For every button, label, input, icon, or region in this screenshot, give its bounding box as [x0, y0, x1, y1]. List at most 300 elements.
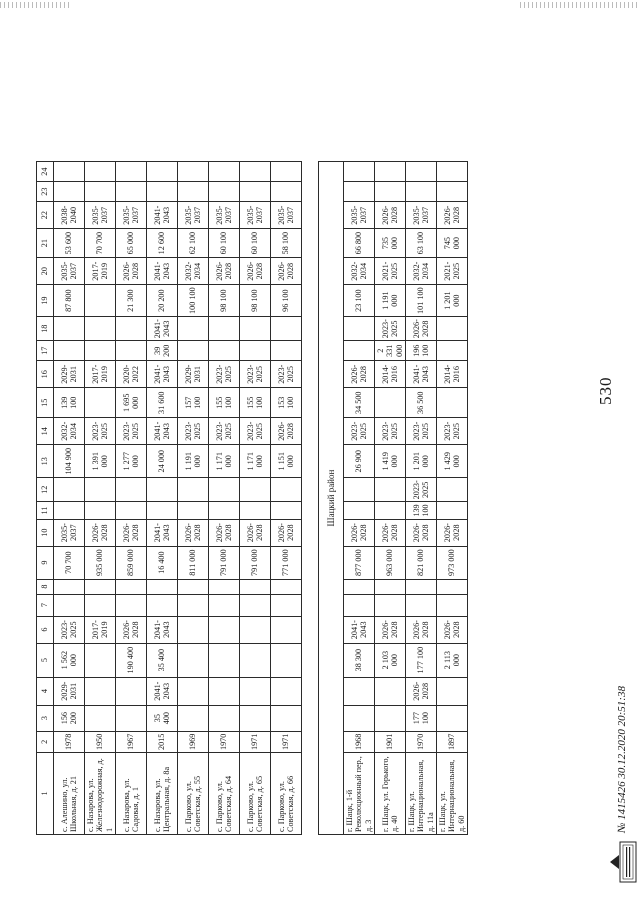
address-cell: с. Парково, ул. Советская, д. 55	[178, 753, 209, 835]
column-header: 7	[37, 594, 54, 616]
table-cell: 2014-2016	[375, 361, 406, 388]
table-row	[178, 162, 209, 835]
table-cell	[437, 677, 468, 705]
table-cell: 2026-2028	[437, 519, 468, 546]
table-cell: 2032-2034	[344, 258, 375, 285]
table-cell	[147, 502, 178, 519]
table-cell	[178, 182, 209, 202]
table-cell: 791 000	[240, 546, 271, 579]
table-cell	[209, 478, 240, 502]
table-cell	[209, 594, 240, 616]
table-cell	[116, 341, 147, 361]
table-cell	[116, 502, 147, 519]
table-cell: 38 300	[344, 643, 375, 677]
table-cell: 745 000	[437, 229, 468, 258]
table-cell: 2 103 000	[375, 643, 406, 677]
table-cell: 26 900	[344, 445, 375, 478]
column-header: 12	[37, 478, 54, 502]
table-cell	[147, 182, 178, 202]
address-cell: г. Шацк, 1-й Революционный пер., д. 3	[344, 753, 375, 835]
address-cell: с. Назарова, ул. Железнодорожная, д. 1	[85, 753, 116, 835]
table-cell: 2023-2025	[375, 317, 406, 341]
address-cell: с. Назарова, ул. Садовая, д. 1	[116, 753, 147, 835]
table-cell: 2026-2028	[406, 317, 437, 341]
table-cell	[375, 594, 406, 616]
table-cell: 2035-2037	[116, 202, 147, 229]
table-cell	[344, 705, 375, 731]
table-cell: 2023-2025	[240, 418, 271, 445]
table-cell	[375, 182, 406, 202]
table-cell: 1970	[209, 731, 240, 752]
column-header: 15	[37, 388, 54, 418]
table-cell	[54, 182, 85, 202]
address-cell: г. Шацк, ул. Горького, д. 40	[375, 753, 406, 835]
table-cell: 2026-2028	[406, 519, 437, 546]
table-cell: 821 000	[406, 546, 437, 579]
table-cell	[209, 162, 240, 182]
table-cell: 1 201 000	[437, 285, 468, 317]
address-cell: с. Парково, ул. Советская, д. 64	[209, 753, 240, 835]
column-header: 21	[37, 229, 54, 258]
table-cell: 2026-2028	[406, 616, 437, 643]
table-cell: 98 100	[209, 285, 240, 317]
table-cell: 2023-2025	[240, 361, 271, 388]
table-row	[240, 162, 271, 835]
table-cell: 2035-2037	[54, 258, 85, 285]
table-cell	[344, 182, 375, 202]
table-cell: 16 400	[147, 546, 178, 579]
header-row	[37, 162, 54, 835]
table-cell: 2035-2037	[209, 202, 240, 229]
table-cell	[85, 285, 116, 317]
table-cell	[54, 317, 85, 341]
table-cell: 39 200	[147, 341, 178, 361]
table-cell: 2017-2019	[85, 361, 116, 388]
table-cell	[54, 594, 85, 616]
table-cell: 2038-2040	[54, 202, 85, 229]
table-cell	[240, 182, 271, 202]
table-cell	[437, 705, 468, 731]
table-cell: 2026-2028	[271, 258, 302, 285]
table-cell	[85, 162, 116, 182]
table-cell: 53 600	[54, 229, 85, 258]
table-cell: 98 100	[240, 285, 271, 317]
repair-schedule-table	[36, 161, 468, 835]
table-cell	[209, 643, 240, 677]
table-cell: 35 400	[147, 705, 178, 731]
table-cell: 60 100	[209, 229, 240, 258]
table-cell	[240, 317, 271, 341]
table-cell	[271, 616, 302, 643]
table-cell: 2032-2034	[54, 418, 85, 445]
column-header: 5	[37, 643, 54, 677]
table-cell: 65 000	[116, 229, 147, 258]
table-cell	[406, 594, 437, 616]
address-cell: с. Назарова, ул. Центральная, д. 8а	[147, 753, 178, 835]
table-cell: 2026-2028	[240, 258, 271, 285]
table-cell: 2026-2028	[375, 202, 406, 229]
section-title: Шацкий район	[319, 162, 344, 835]
column-header: 16	[37, 361, 54, 388]
table-cell: 2023-2025	[209, 361, 240, 388]
table-cell: 1 201 000	[406, 445, 437, 478]
table-cell	[240, 677, 271, 705]
table-cell: 36 500	[406, 388, 437, 418]
table-cell: 2021-2025	[437, 258, 468, 285]
table-cell	[178, 616, 209, 643]
table-cell	[178, 317, 209, 341]
table-cell: 155 100	[209, 388, 240, 418]
table-cell: 2026-2028	[116, 258, 147, 285]
table-cell: 24 000	[147, 445, 178, 478]
table-cell	[271, 502, 302, 519]
table-cell: 63 100	[406, 229, 437, 258]
table-cell	[116, 478, 147, 502]
table-cell: 177 100	[406, 705, 437, 731]
table-cell	[85, 579, 116, 594]
table-cell: 735 000	[375, 229, 406, 258]
table-cell	[147, 162, 178, 182]
table-cell: 2041-2043	[147, 317, 178, 341]
table-cell: 1968	[344, 731, 375, 752]
table-cell: 2041-2043	[147, 616, 178, 643]
table-cell	[178, 579, 209, 594]
footer	[606, 327, 640, 887]
table-cell: 100 100	[178, 285, 209, 317]
table-cell: 96 100	[271, 285, 302, 317]
table-cell: 2026-2028	[437, 616, 468, 643]
table-cell: 58 100	[271, 229, 302, 258]
table-cell	[271, 341, 302, 361]
table-cell	[209, 677, 240, 705]
table-cell: 31 600	[147, 388, 178, 418]
column-header: 13	[37, 445, 54, 478]
table-cell: 2026-2028	[209, 519, 240, 546]
column-header: 1	[37, 753, 54, 835]
table-cell	[437, 388, 468, 418]
table-cell	[240, 478, 271, 502]
column-header: 2	[37, 731, 54, 752]
e-signature-stamp-icon	[608, 841, 638, 883]
column-header: 23	[37, 182, 54, 202]
table-cell	[209, 182, 240, 202]
table-cell	[240, 616, 271, 643]
table-cell: 877 000	[344, 546, 375, 579]
table-cell: 2026-2028	[375, 616, 406, 643]
table-cell	[147, 478, 178, 502]
table-cell: 177 100	[406, 643, 437, 677]
table-cell	[240, 162, 271, 182]
table-cell: 2026-2028	[271, 519, 302, 546]
table-cell: 1897	[437, 731, 468, 752]
table-cell: 811 000	[178, 546, 209, 579]
table-cell: 104 900	[54, 445, 85, 478]
table-cell: 1 171 000	[209, 445, 240, 478]
table-cell: 1967	[116, 731, 147, 752]
table-cell	[406, 579, 437, 594]
table-cell	[209, 341, 240, 361]
table-cell: 2023-2025	[406, 478, 437, 502]
column-header: 9	[37, 546, 54, 579]
table-cell: 190 400	[116, 643, 147, 677]
table-cell	[85, 643, 116, 677]
table-cell: 1971	[271, 731, 302, 752]
table-cell: 62 100	[178, 229, 209, 258]
table-cell	[209, 502, 240, 519]
table-cell	[344, 341, 375, 361]
table-cell: 196 100	[406, 341, 437, 361]
table-cell	[85, 341, 116, 361]
table-cell: 1971	[240, 731, 271, 752]
table-cell: 771 000	[271, 546, 302, 579]
table-cell: 66 800	[344, 229, 375, 258]
table-cell: 2017-2019	[85, 258, 116, 285]
table-cell: 23 100	[344, 285, 375, 317]
table-cell	[178, 677, 209, 705]
table-cell: 963 000	[375, 546, 406, 579]
column-header: 19	[37, 285, 54, 317]
table-row	[271, 162, 302, 835]
column-header: 20	[37, 258, 54, 285]
table-cell: 2035-2037	[406, 202, 437, 229]
table-cell: 1 191 000	[375, 285, 406, 317]
table-cell	[240, 643, 271, 677]
column-header: 18	[37, 317, 54, 341]
table-cell: 2035-2037	[178, 202, 209, 229]
table-cell	[54, 478, 85, 502]
table-cell	[116, 317, 147, 341]
table-cell: 156 200	[54, 705, 85, 731]
table-cell	[54, 502, 85, 519]
table-cell: 87 800	[54, 285, 85, 317]
table-cell	[406, 182, 437, 202]
table-cell: 60 100	[240, 229, 271, 258]
table-cell: 2023-2025	[85, 418, 116, 445]
table-cell: 2029-2031	[54, 677, 85, 705]
column-header: 10	[37, 519, 54, 546]
table-cell	[437, 182, 468, 202]
table-cell: 2026-2028	[271, 418, 302, 445]
column-header: 4	[37, 677, 54, 705]
table-cell	[209, 616, 240, 643]
column-header: 24	[37, 162, 54, 182]
column-header: 14	[37, 418, 54, 445]
table-cell: 2023-2025	[271, 361, 302, 388]
table-cell: 2035-2037	[271, 202, 302, 229]
address-cell: с. Парково, ул. Советская, д. 66	[271, 753, 302, 835]
table-row	[437, 162, 468, 835]
table-cell: 2041-2043	[147, 202, 178, 229]
table-cell	[178, 643, 209, 677]
column-header: 8	[37, 579, 54, 594]
table-cell: 2041-2043	[147, 361, 178, 388]
table-cell	[271, 478, 302, 502]
table-cell	[178, 594, 209, 616]
table-cell: 2026-2028	[178, 519, 209, 546]
table-cell	[116, 705, 147, 731]
table-cell: 1 695 000	[116, 388, 147, 418]
table-cell: 155 100	[240, 388, 271, 418]
table-cell	[209, 317, 240, 341]
table-cell: 791 000	[209, 546, 240, 579]
spacer	[302, 162, 319, 835]
column-header: 17	[37, 341, 54, 361]
table-cell	[178, 162, 209, 182]
table-cell	[147, 594, 178, 616]
table-cell	[375, 162, 406, 182]
table-cell	[240, 502, 271, 519]
table-cell: 2 331 000	[375, 341, 406, 361]
table-cell	[375, 677, 406, 705]
table-cell: 70 700	[54, 546, 85, 579]
table-cell	[344, 317, 375, 341]
table-cell: 21 300	[116, 285, 147, 317]
table-cell	[375, 579, 406, 594]
table-cell: 2035-2037	[85, 202, 116, 229]
table-cell	[437, 579, 468, 594]
table-cell: 101 100	[406, 285, 437, 317]
table-cell	[54, 579, 85, 594]
table-cell: 859 000	[116, 546, 147, 579]
table-cell	[271, 705, 302, 731]
table-cell	[54, 341, 85, 361]
table-cell	[240, 579, 271, 594]
table-cell: 2026-2028	[85, 519, 116, 546]
table-cell	[116, 579, 147, 594]
table-cell	[85, 502, 116, 519]
table-cell	[178, 705, 209, 731]
table-cell: 34 500	[344, 388, 375, 418]
address-cell: с. Парково, ул. Советская, д. 65	[240, 753, 271, 835]
column-header: 6	[37, 616, 54, 643]
table-cell	[178, 502, 209, 519]
table-cell: 935 000	[85, 546, 116, 579]
table-cell: 2026-2028	[116, 616, 147, 643]
table-cell: 2029-2031	[54, 361, 85, 388]
table-cell	[344, 162, 375, 182]
table-cell	[116, 182, 147, 202]
table-cell: 2032-2034	[178, 258, 209, 285]
table-cell	[85, 677, 116, 705]
table-cell	[406, 162, 437, 182]
table-cell: 2023-2025	[375, 418, 406, 445]
table-cell: 1950	[85, 731, 116, 752]
table-cell: 1970	[406, 731, 437, 752]
table-cell: 2041-2043	[344, 616, 375, 643]
address-cell: с. Алешино, ул. Школьная, д. 21	[54, 753, 85, 835]
table-cell: 2026-2028	[406, 677, 437, 705]
table-cell	[85, 388, 116, 418]
table-cell: 1978	[54, 731, 85, 752]
table-cell: 1 391 000	[85, 445, 116, 478]
table-cell: 35 400	[147, 643, 178, 677]
column-header: 22	[37, 202, 54, 229]
table-cell: 20 200	[147, 285, 178, 317]
address-cell: г. Шацк, ул. Интернациональная, д. 11а	[406, 753, 437, 835]
table-cell	[271, 162, 302, 182]
table-cell: 1 562 000	[54, 643, 85, 677]
table-cell	[178, 341, 209, 361]
table-cell: 2041-2043	[147, 418, 178, 445]
table-cell: 1 277 000	[116, 445, 147, 478]
table-cell	[209, 705, 240, 731]
table-cell: 1 429 000	[437, 445, 468, 478]
table-cell: 2017-2019	[85, 616, 116, 643]
table-cell: 1 171 000	[240, 445, 271, 478]
table-cell	[375, 388, 406, 418]
table-cell: 2023-2025	[437, 418, 468, 445]
column-header: 11	[37, 502, 54, 519]
table-cell	[437, 594, 468, 616]
table-cell	[147, 579, 178, 594]
table-cell: 70 700	[85, 229, 116, 258]
table-cell	[437, 478, 468, 502]
table-cell	[240, 705, 271, 731]
table-cell: 2 113 000	[437, 643, 468, 677]
table-cell	[271, 317, 302, 341]
table-cell: 2026-2028	[375, 519, 406, 546]
table-cell: 2021-2025	[375, 258, 406, 285]
table-cell: 139 100	[406, 502, 437, 519]
table-cell: 2026-2028	[344, 361, 375, 388]
table-cell	[85, 478, 116, 502]
table-cell: 2023-2025	[116, 418, 147, 445]
table-cell: 2026-2028	[437, 202, 468, 229]
table-cell: 2035-2037	[240, 202, 271, 229]
address-cell: г. Шацк, ул. Интернациональная, д. 60	[437, 753, 468, 835]
table-cell: 2023-2025	[209, 418, 240, 445]
table-row	[147, 162, 178, 835]
table-cell	[344, 677, 375, 705]
table-cell: 12 600	[147, 229, 178, 258]
table-cell	[344, 502, 375, 519]
table-cell: 2026-2028	[240, 519, 271, 546]
table-cell: 2023-2025	[406, 418, 437, 445]
table-cell: 2023-2025	[344, 418, 375, 445]
table-cell	[85, 594, 116, 616]
table-cell: 1 419 000	[375, 445, 406, 478]
table-cell	[344, 594, 375, 616]
column-header: 3	[37, 705, 54, 731]
table-cell: 1969	[178, 731, 209, 752]
table-cell	[209, 579, 240, 594]
table-cell: 2015	[147, 731, 178, 752]
table-cell	[375, 705, 406, 731]
table-cell: 2014-2016	[437, 361, 468, 388]
table-cell: 2032-2034	[406, 258, 437, 285]
table-cell	[85, 705, 116, 731]
table-cell: 139 100	[54, 388, 85, 418]
table-cell	[85, 317, 116, 341]
table-cell	[54, 162, 85, 182]
table-cell	[437, 162, 468, 182]
table-cell: 2020-2022	[116, 361, 147, 388]
table-cell	[240, 341, 271, 361]
table-row	[406, 162, 437, 835]
table-cell: 2035-2037	[344, 202, 375, 229]
table-cell	[271, 579, 302, 594]
table-cell	[271, 643, 302, 677]
table-cell: 157 100	[178, 388, 209, 418]
table-cell	[116, 677, 147, 705]
table-cell	[85, 182, 116, 202]
table-row	[375, 162, 406, 835]
table-cell: 2041-2043	[147, 519, 178, 546]
table-row	[344, 162, 375, 835]
table-row	[116, 162, 147, 835]
table-cell: 2029-2031	[178, 361, 209, 388]
table-cell: 2023-2025	[54, 616, 85, 643]
